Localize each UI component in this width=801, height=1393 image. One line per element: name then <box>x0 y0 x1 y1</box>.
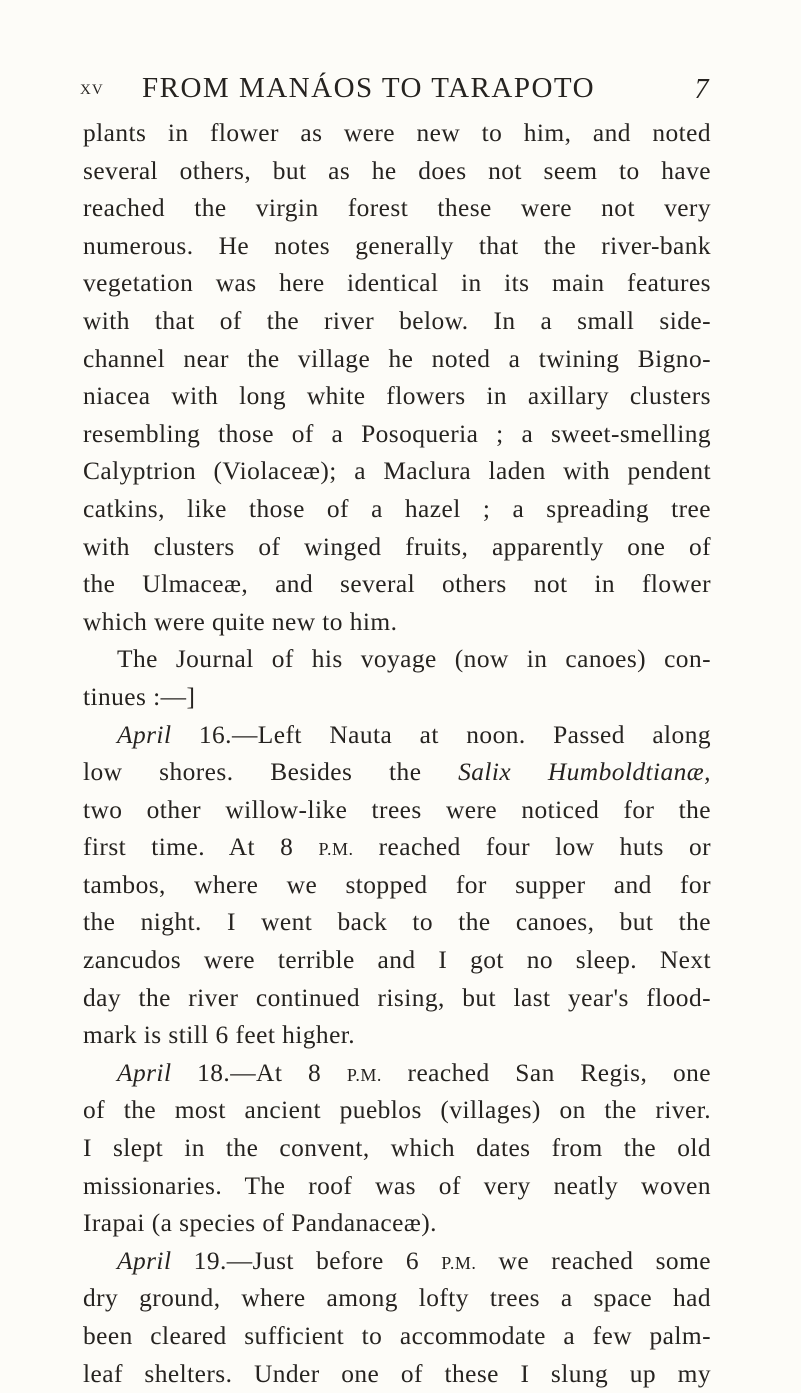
text-segment: we reached some <box>476 1246 711 1275</box>
text-line: Calyptrion (Violaceæ); a Maclura laden with pendent <box>83 457 711 486</box>
body-text <box>83 115 711 1393</box>
text-line: the Ulmaceæ, and several others not in flower <box>83 570 711 599</box>
text-line: of the most ancient pueblos (villages) on the river. <box>83 1096 711 1125</box>
text-line: been cleared sufficient to accommodate a few palm- <box>83 1322 711 1350</box>
entry-date: April <box>117 1058 172 1087</box>
text-line: catkins, like those of a hazel ; a spreading tree <box>83 494 711 523</box>
text-line: dry ground, where among lofty trees a space had <box>83 1284 711 1313</box>
text-line: numerous. He notes generally that the river-bank <box>83 231 711 260</box>
page-number: 7 <box>694 74 710 105</box>
text-segment: low shores. Besides the <box>83 758 459 787</box>
text-segment: first time. At 8 <box>83 833 319 862</box>
text-line: zancudos were terrible and I got no sleep. Next <box>83 946 711 975</box>
entry-text: 16.—Left Nauta at noon. Passed along <box>171 720 711 749</box>
entry-date: April <box>117 1246 172 1275</box>
text-line: tambos, where we stopped for supper and for <box>83 870 711 899</box>
text-line <box>83 829 711 867</box>
text-segment: 18.—At 8 <box>171 1058 347 1087</box>
text-line: resembling those of a Posoqueria ; a sweet-smelling <box>83 419 711 448</box>
text-segment: reached San Regis, one <box>381 1058 711 1087</box>
text-line: day the river continued rising, but last year's flood- <box>83 983 711 1012</box>
text-line: two other willow-like trees were noticed for the <box>83 795 711 824</box>
diary-entry-april-18 <box>83 1055 711 1093</box>
diary-entry-april-16 <box>83 717 711 755</box>
text-line: The Journal of his voyage (now in canoes) con- <box>117 645 711 674</box>
text-line: plants in flower as were new to him, and noted <box>83 119 711 147</box>
text-line: Irapai (a species of Pandanaceæ). <box>83 1209 437 1238</box>
text-line: reached the virgin forest these were not very <box>83 194 711 223</box>
text-line: tinues :—] <box>83 682 196 711</box>
entry-date: April <box>117 720 172 749</box>
text-line: with clusters of winged fruits, apparently one of <box>83 532 711 561</box>
text-line: which were quite new to him. <box>83 607 398 636</box>
text-line: the night. I went back to the canoes, but the <box>83 908 711 937</box>
text-line: I slept in the convent, which dates from the old <box>83 1134 711 1163</box>
text-line: leaf shelters. Under one of these I slung up my <box>83 1359 711 1388</box>
text-line: missionaries. The roof was of very neatly woven <box>83 1171 711 1200</box>
time-abbrev: P.M. <box>441 1252 477 1273</box>
text-line: channel near the village he noted a twining Bigno- <box>83 344 711 373</box>
running-title: FROM MANÁOS TO TARAPOTO <box>142 72 596 104</box>
text-line: with that of the river below. In a small side- <box>83 306 711 335</box>
time-abbrev: P.M. <box>318 839 354 860</box>
text-line <box>83 754 711 792</box>
time-abbrev: P.M. <box>346 1064 382 1085</box>
chapter-number: XV <box>80 82 104 98</box>
running-header <box>80 72 710 116</box>
text-segment: 19.—Just before 6 <box>171 1246 442 1275</box>
text-line: mark is still 6 feet higher. <box>83 1021 356 1050</box>
text-line: vegetation was here identical in its main features <box>83 269 711 298</box>
species-name: Salix Humboldtianæ, <box>458 758 711 787</box>
text-segment: reached four low huts or <box>353 833 712 862</box>
text-line: several others, but as he does not seem to have <box>83 156 711 185</box>
text-line: niacea with long white flowers in axillary clusters <box>83 382 711 411</box>
diary-entry-april-19 <box>83 1243 711 1281</box>
